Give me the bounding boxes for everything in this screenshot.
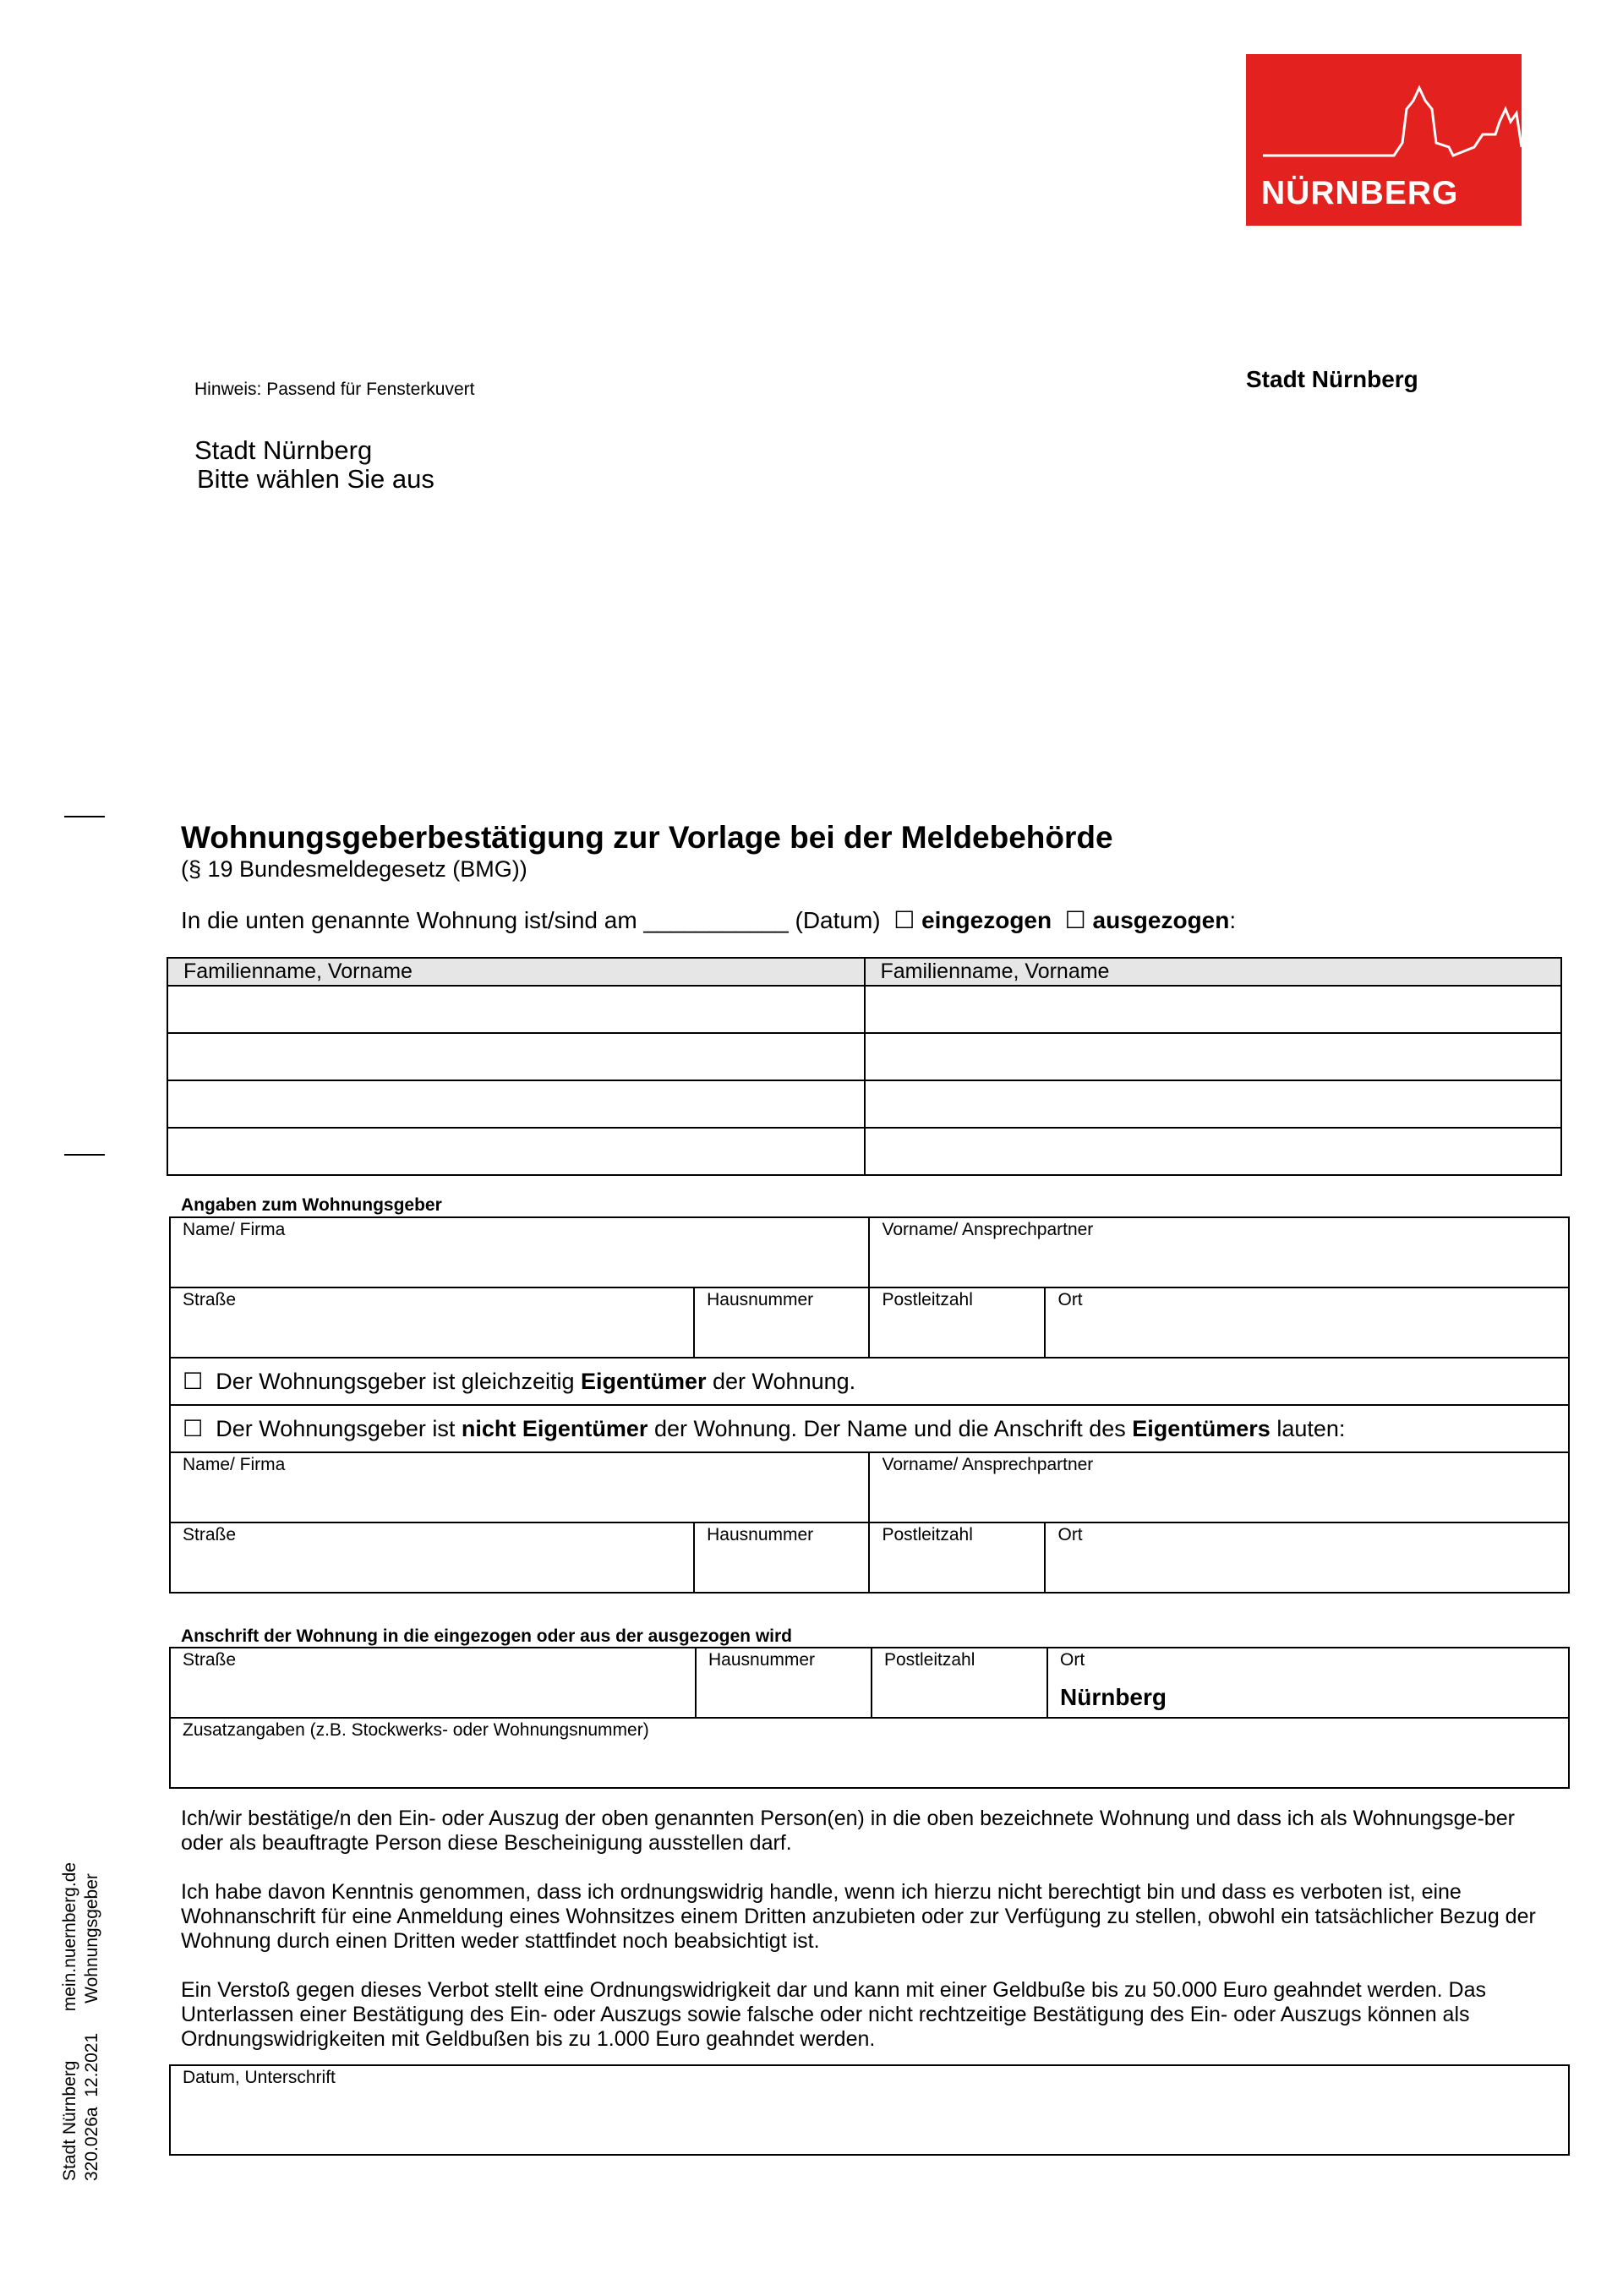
landlord-section-title: Angaben zum Wohnungsgeber [181,1195,442,1215]
owner-no-checkbox[interactable]: ☐ [183,1415,204,1442]
field-label: Hausnummer [708,1650,816,1670]
signature-table [169,2064,1570,2156]
owner-name-field[interactable] [170,1452,869,1522]
confirmation-paragraph: Ich/wir bestätige/n den Ein- oder Auszug der oben genannten Person(en) in die oben bezeichnete Wohnung und dass ich als Wohnungsge-ber oder als beauftragte Person diese Bescheinigung ausstellen darf. [181,1807,1515,1855]
owner-yes-checkbox[interactable]: ☐ [183,1368,204,1395]
city-logo [1246,54,1522,226]
owner-no-bold2: Eigentümers [1132,1415,1271,1441]
owner-no-suffix: lauten: [1270,1415,1346,1441]
field-label: Hausnummer [707,1290,814,1309]
signature-field[interactable] [170,2065,1569,2155]
field-label: Postleitzahl [884,1650,975,1670]
owner-contact-field[interactable] [869,1452,1569,1522]
name-cell[interactable] [167,1033,865,1080]
owner-no-text: Der Wohnungsgeber ist [216,1415,462,1441]
recipient-line-1: Stadt Nürnberg [194,435,373,465]
field-label: Hausnummer [707,1525,814,1544]
apartment-extra-field[interactable] [170,1718,1569,1788]
field-label: Postleitzahl [882,1525,973,1544]
field-label: Datum, Unterschrift [183,2068,336,2087]
residents-table [167,957,1562,1176]
move-date-line [181,906,1236,934]
field-label: Name/ Firma [183,1220,286,1239]
side-note-line: 320.026a 12.2021 Wohnungsgeber [82,1873,101,2181]
fold-mark [64,1154,105,1156]
landlord-street-field[interactable] [170,1287,694,1358]
field-label: Straße [183,1650,237,1670]
name-cell[interactable] [167,1128,865,1175]
awareness-paragraph: Ich habe davon Kenntnis genommen, dass ich ordnungswidrig handle, wenn ich hierzu nicht berechtigt bin und dass es verboten ist, eine Wohnanschrift für eine Anmeldung eines Wohnsitzes einem Dritten anzubieten oder zur Verfügung zu stellen, obwohl ein tatsächlicher Bezug der Wohnung durch einen Dritten weder stattfindet noch beabsichtigt ist. [181,1880,1536,1953]
apartment-city-field[interactable] [1047,1648,1569,1718]
field-label: Straße [183,1525,237,1544]
apartment-table [169,1647,1570,1789]
owner-no-row [170,1405,1569,1452]
moved-out-checkbox[interactable]: ☐ [1064,906,1086,934]
moved-in-label: eingezogen [921,907,1052,933]
landlord-city-field[interactable] [1045,1287,1569,1358]
landlord-table [169,1216,1570,1594]
moved-out-label: ausgezogen [1092,907,1230,933]
name-cell[interactable] [865,1080,1562,1128]
landlord-zip-field[interactable] [869,1287,1045,1358]
recipient-line-2: Bitte wählen Sie aus [197,464,434,494]
owner-yes-suffix: der Wohnung. [706,1368,856,1394]
name-cell[interactable] [167,1080,865,1128]
column-header: Familienname, Vorname [167,958,865,986]
field-label: Vorname/ Ansprechpartner [882,1220,1094,1239]
field-label: Vorname/ Ansprechpartner [882,1455,1094,1474]
field-label: Ort [1057,1525,1083,1544]
landlord-house-field[interactable] [694,1287,869,1358]
owner-city-field[interactable] [1045,1522,1569,1593]
apartment-section-title: Anschrift der Wohnung in die eingezogen oder aus der ausgezogen wird [181,1626,793,1646]
landlord-name-field[interactable] [170,1217,869,1287]
moved-in-checkbox[interactable]: ☐ [893,906,915,934]
side-note-line: Stadt Nürnberg mein.nuernberg.de [60,1861,79,2181]
name-cell[interactable] [865,1033,1562,1080]
landlord-contact-field[interactable] [869,1217,1569,1287]
city-value: Nürnberg [1060,1684,1167,1710]
name-cell[interactable] [865,1128,1562,1175]
colon: : [1229,907,1237,933]
name-cell[interactable] [167,986,865,1033]
penalty-paragraph: Ein Verstoß gegen dieses Verbot stellt eine Ordnungswidrigkeit dar und kann mit einer Geldbuße bis zu 50.000 Euro geahndet werden. Das Unterlassen einer Bestätigung des Ein- oder Auszugs sowie falsche oder nicht rechtzeitige Bestätigung des Ein- oder Auszugs können als Ordnungswidrigkeiten mit Geldbußen bis zu 1.000 Euro geahndet werden. [181,1978,1486,2051]
owner-house-field[interactable] [694,1522,869,1593]
field-label: Zusatzangaben (z.B. Stockwerks- oder Wohnungsnummer) [183,1720,649,1740]
page-title: Wohnungsgeberbestätigung zur Vorlage bei der Meldebehörde [181,820,1113,855]
owner-yes-text: Der Wohnungsgeber ist gleichzeitig [216,1368,581,1394]
owner-yes-row [170,1358,1569,1405]
field-label: Straße [183,1290,237,1309]
owner-yes-bold: Eigentümer [580,1368,707,1394]
side-note [59,1862,103,2181]
field-label: Ort [1057,1290,1083,1309]
move-date-text: In die unten genannte Wohnung ist/sind am ___________ (Datum) [181,907,881,933]
apartment-house-field[interactable] [696,1648,872,1718]
logo-text: NÜRNBERG [1261,175,1459,211]
owner-zip-field[interactable] [869,1522,1045,1593]
fold-mark [64,816,105,817]
owner-no-mid: der Wohnung. Der Name und die Anschrift des [648,1415,1133,1441]
name-cell[interactable] [865,986,1562,1033]
apartment-zip-field[interactable] [872,1648,1047,1718]
owner-no-bold: nicht Eigentümer [461,1415,648,1441]
apartment-street-field[interactable] [170,1648,696,1718]
envelope-hint: Hinweis: Passend für Fensterkuvert [194,380,475,399]
field-label: Postleitzahl [882,1290,973,1309]
column-header: Familienname, Vorname [865,958,1562,986]
field-label: Name/ Firma [183,1455,286,1474]
owner-street-field[interactable] [170,1522,694,1593]
sender-name: Stadt Nürnberg [1246,366,1418,392]
field-label: Ort [1060,1650,1085,1670]
page-subtitle: (§ 19 Bundesmeldegesetz (BMG)) [181,856,527,882]
